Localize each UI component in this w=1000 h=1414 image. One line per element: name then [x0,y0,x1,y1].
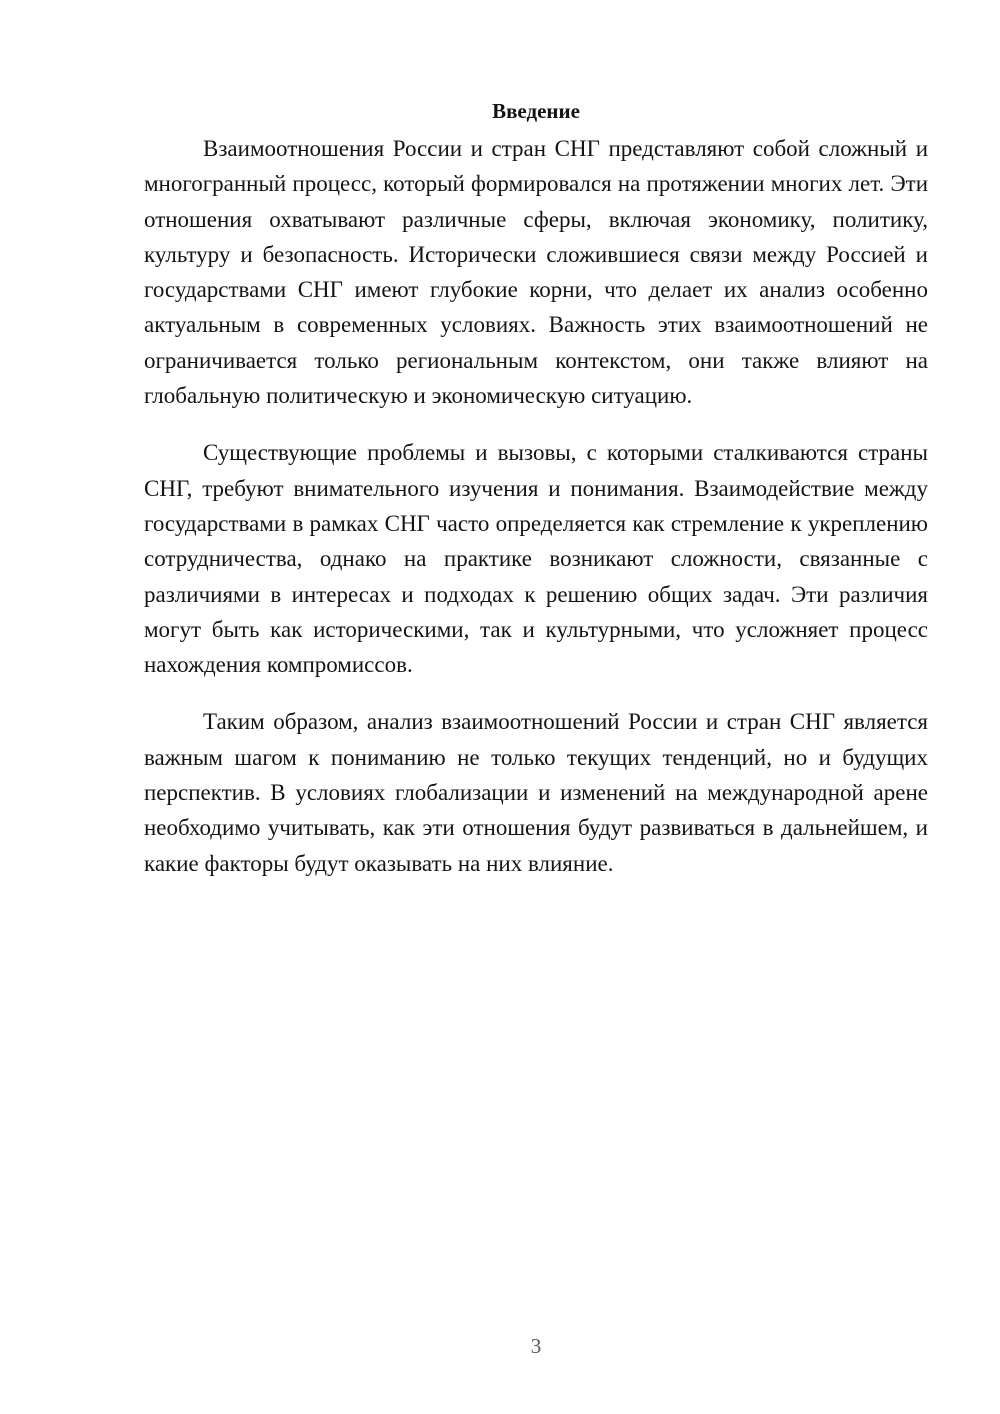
paragraph-1: Взаимоотношения России и стран СНГ представляют собой сложный и многогранный процесс, который формировался на протяжении многих лет. Эти отношения охватывают различные сферы, включая экономику, политику, культуру и безопасность. Исторически сложившиеся связи между Россией и государствами СНГ имеют глубокие корни, что делает их анализ особенно актуальным в современных условиях. Важность этих взаимоотношений не ограничивается только региональным контекстом, они также влияют на глобальную политическую и экономическую ситуацию. [144,136,928,409]
paragraph-2: Существующие проблемы и вызовы, с которыми сталкиваются страны СНГ, требуют внимательного изучения и понимания. Взаимодействие между государствами в рамках СНГ часто определяется как стремление к укреплению сотрудничества, однако на практике возникают сложности, связанные с различиями в интересах и подходах к решению общих задач. Эти различия могут быть как историческими, так и культурными, что усложняет процесс нахождения компромиссов. [144,440,928,678]
paragraph-3: Таким образом, анализ взаимоотношений России и стран СНГ является важным шагом к пониманию не только текущих тенденций, но и будущих перспектив. В условиях глобализации и изменений на международной арене необходимо учитывать, как эти отношения будут развиваться в дальнейшем, и какие факторы будут оказывать на них влияние. [144,709,928,876]
section-heading: Введение [492,99,580,123]
page-number: 3 [530,1334,542,1358]
page-content [144,96,928,903]
